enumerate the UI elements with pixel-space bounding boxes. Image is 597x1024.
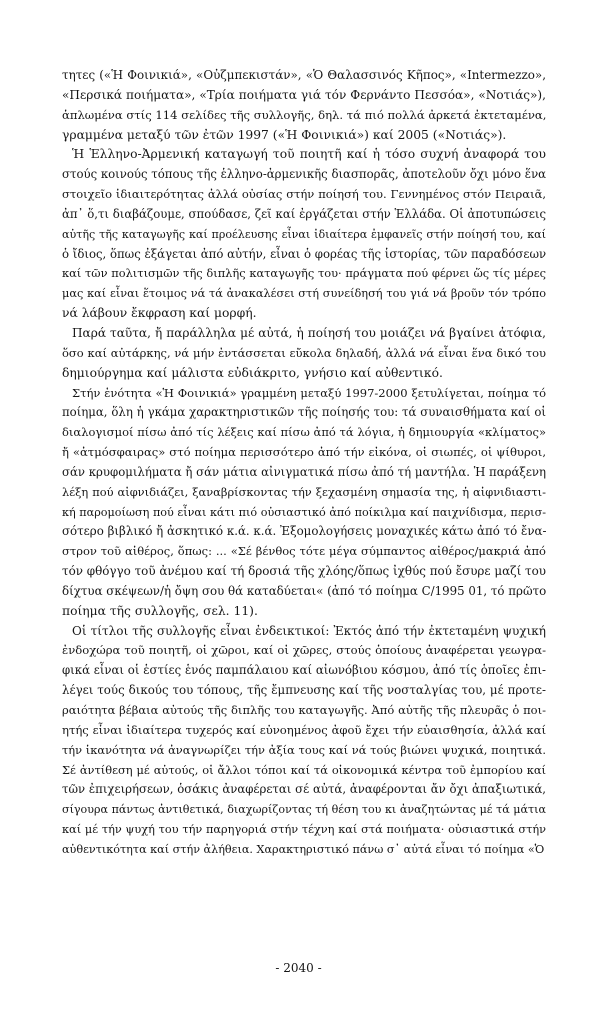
- text-line: αὐθεντικότητα καί στήν ἀλήθεια. Χαρακτηριστικό πάνω σ᾽ αὐτά εἶναι τό ποίημα «Ὁ: [62, 842, 545, 856]
- text-line: καί μέ τήν ψυχή του τήν παρηγοριά στήν τέχνη καί στά ποιήματα· οὐσιαστικά στήν: [62, 823, 546, 837]
- page-number: - 2040 -: [275, 961, 322, 975]
- text-line: νά λάβουν ἔκφραση καί μορφή.: [62, 306, 257, 321]
- text-line: στοιχεῖο ἰδιαιτερότητας ἀλλά οὐσίας στήν ποίησή του. Γεννημένος στόν Πειραιᾶ,: [62, 187, 546, 202]
- text-line: ητής εἶναι ἰδιαίτερα τυχερός καί εὐνοημένος ἀφοῦ ἔχει τήν εὐαισθησία, ἀλλά καί: [62, 722, 546, 737]
- text-line: στρον τοῦ αἰθέρος, ὅπως: ... «Σέ βένθος τότε μέγα σύμπαντος αἰθέρος/μακριά ἀπό: [62, 544, 546, 559]
- text-line: ἀπ᾽ ὅ,τι διαβάζουμε, σπούδασε, ζεῖ καί ἐργάζεται στήν Ἑλλάδα. Οἱ ἀποτυπώσεις: [62, 206, 546, 221]
- paragraph: [62, 145, 546, 324]
- text-line: φικά εἶναι οἱ ἑστίες ἑνός παμπάλαιου καί αἰωνόβιου κόσμου, ἀπό τίς ὁποῖες ἐπι-: [62, 663, 546, 678]
- text-line: τῶν ἐπιχειρήσεων, ὁσάκις ἀναφέρεται σέ αὐτά, ἀναφέρονται ἄν ὄχι ἀπαξιωτικά,: [62, 782, 546, 797]
- text-line: μας καί εἶναι ἕτοιμος νά τά ἀνακαλέσει στή συνείδησή του γιά νά βροῦν τόν τρόπο: [62, 287, 546, 301]
- text-line: λέγει τούς δικούς του τόπους, τῆς ἔμπνευσης καί τῆς νοσταλγίας του, μέ προτε-: [62, 683, 546, 698]
- text-line: στούς κοινούς τόπους τῆς ἑλληνο-ἀρμενικῆς διασπορᾶς, ἀποτελοῦν ὄχι μόνο ἕνα: [62, 167, 547, 182]
- text-line: Οἱ τίτλοι τῆς συλλογῆς εἶναι ἐνδεικτικοί: Ἐκτός ἀπό τήν ἐκτεταμένη ψυχική: [72, 623, 546, 638]
- text-line: Στήν ἑνότητα «Ἡ Φοινικιά» γραμμένη μεταξύ 1997-2000 ξετυλίγεται, ποίημα τό: [72, 385, 546, 400]
- text-line: ποίημα τῆς συλλογῆς, σελ. 11).: [62, 603, 258, 618]
- text-line: σότερο βιβλικό ἤ ἀσκητικό κ.ά. κ.ά. Ἐξομολογήσεις μοναχικές κάτω ἀπό τό ἔνα-: [62, 524, 547, 539]
- text-line: τόν φθόγγο τοῦ ἀνέμου καί τή δροσιά τῆς χλόης/ὅπως ἰχθύς πού ἔσυρε μαζί του: [62, 564, 546, 579]
- text-line: διαλογισμοί πίσω ἀπό τίς λέξεις καί πίσω ἀπό τά λόγια, ἡ δημιουργία «κλίματος»: [62, 425, 546, 440]
- text-line: καί τῶν πολιτισμῶν τῆς διπλῆς καταγωγῆς του· πράγματα πού φέρνει ὥς τίς μέρες: [62, 266, 546, 281]
- text-line: κή παρομοίωση πού εἶναι κάτι πιό οὐσιαστικό ἀπό ποίκιλμα καί παιχνίδισμα, περισ-: [62, 505, 546, 519]
- paragraph: [62, 324, 546, 384]
- text-line: Ἡ Ἑλληνο-Ἀρμενική καταγωγή τοῦ ποιητῆ καί ἡ τόσο συχνή ἀναφορά του: [72, 147, 546, 162]
- text-line: σάν κρυφομιλήματα ἤ σάν μάτια αἰνιγματικά πίσω ἀπό τή μαντήλα. Ἡ παράξενη: [62, 464, 546, 479]
- text-line: Σέ ἀντίθεση μέ αὐτούς, οἱ ἄλλοι τόποι καί τά οἰκονομικά κέντρα τοῦ ἐμπορίου καί: [62, 762, 546, 777]
- text-line: ραιότητα βέβαια αὐτούς τῆς διπλῆς του καταγωγῆς. Ἀπό αὐτῆς τῆς πλευρᾶς ὁ ποι-: [62, 703, 546, 717]
- text-line: ὁ ἴδιος, ὅπως ἐξάγεται ἀπό αὐτήν, εἶναι ὁ φορέας τῆς ἱστορίας, τῶν παραδόσεων: [62, 246, 547, 261]
- text-line: ποίημα, ὅλη ἡ γκάμα χαρακτηριστικῶν τῆς ποίησής του: τά συναισθήματα καί οἱ: [62, 405, 546, 420]
- text-line: σίγουρα πάντως ἀντιθετικά, διαχωρίζοντας τή θέση του κι ἀναζητώντας μέ τά μάτια: [62, 803, 546, 817]
- text-line: ἐνδοχώρα τοῦ ποιητῆ, οἱ χῶροι, καί οἱ χῶρες, στούς ὁποίους ἀναφέρεται γεωγρα-: [62, 643, 546, 658]
- text-line: ὅσο καί αὐτάρκης, νά μήν ἐντάσσεται εὔκολα δηλαδή, ἀλλά νά εἶναι ἕνα δικό του: [62, 345, 546, 360]
- text-line: τητες («Ἡ Φοινικιά», «Οὐζμπεκιστάν», «Ὁ Θαλασσινός Κῆπος», «Intermezzo»,: [62, 68, 546, 82]
- text-line: Παρά ταῦτα, ἤ παράλληλα μέ αὐτά, ἡ ποίησή του μοιάζει νά βγαίνει ἀτόφια,: [72, 325, 546, 340]
- paragraph: [62, 384, 546, 622]
- text-line: αὐτῆς τῆς καταγωγῆς καί προέλευσης εἶναι ἰδιαίτερα ἐμφανεῖς στήν ποίησή του, καί: [62, 227, 546, 241]
- paragraph: [62, 622, 546, 860]
- text-line: λέξη πού αἰφνιδιάζει, ξαναβρίσκοντας τήν ξεχασμένη σημασία της, ἡ αἰφνιδιαστι-: [62, 484, 546, 499]
- text-line: τήν ἱκανότητα νά ἀναγνωρίζει τήν ἀξία τους καί νά τούς βιώνει ψυχικά, ποιητικά.: [62, 742, 546, 757]
- text-line: δίχτυα σκέψεων/ἡ ὄψη σου θά καταδύεται« (ἀπό τό ποίημα C/1995 01, τό πρῶτο: [62, 583, 547, 598]
- text-line: «Περσικά ποιήματα», «Τρία ποιήματα γιά τόν Φερνάντο Πεσσόα», «Νοτιάς»),: [62, 87, 546, 102]
- paragraph: [62, 66, 546, 145]
- text-line: γραμμένα μεταξύ τῶν ἐτῶν 1997 («Ἡ Φοινικιά») καί 2005 («Νοτιάς»).: [62, 127, 507, 142]
- text-line: δημιούργημα καί μάλιστα εὐδιάκριτο, γνήσιο καί αὐθεντικό.: [62, 365, 443, 380]
- body-text: [62, 66, 546, 860]
- text-line: ἤ «ἀτμόσφαιρας» στό ποίημα περισσότερο ἀπό τήν εἰκόνα, οἱ σιωπές, οἱ ψίθυροι,: [62, 445, 546, 460]
- text-line: ἁπλωμένα στίς 114 σελίδες τῆς συλλογῆς, δηλ. τά πιό πολλά ἀρκετά ἐκτεταμένα,: [62, 107, 547, 122]
